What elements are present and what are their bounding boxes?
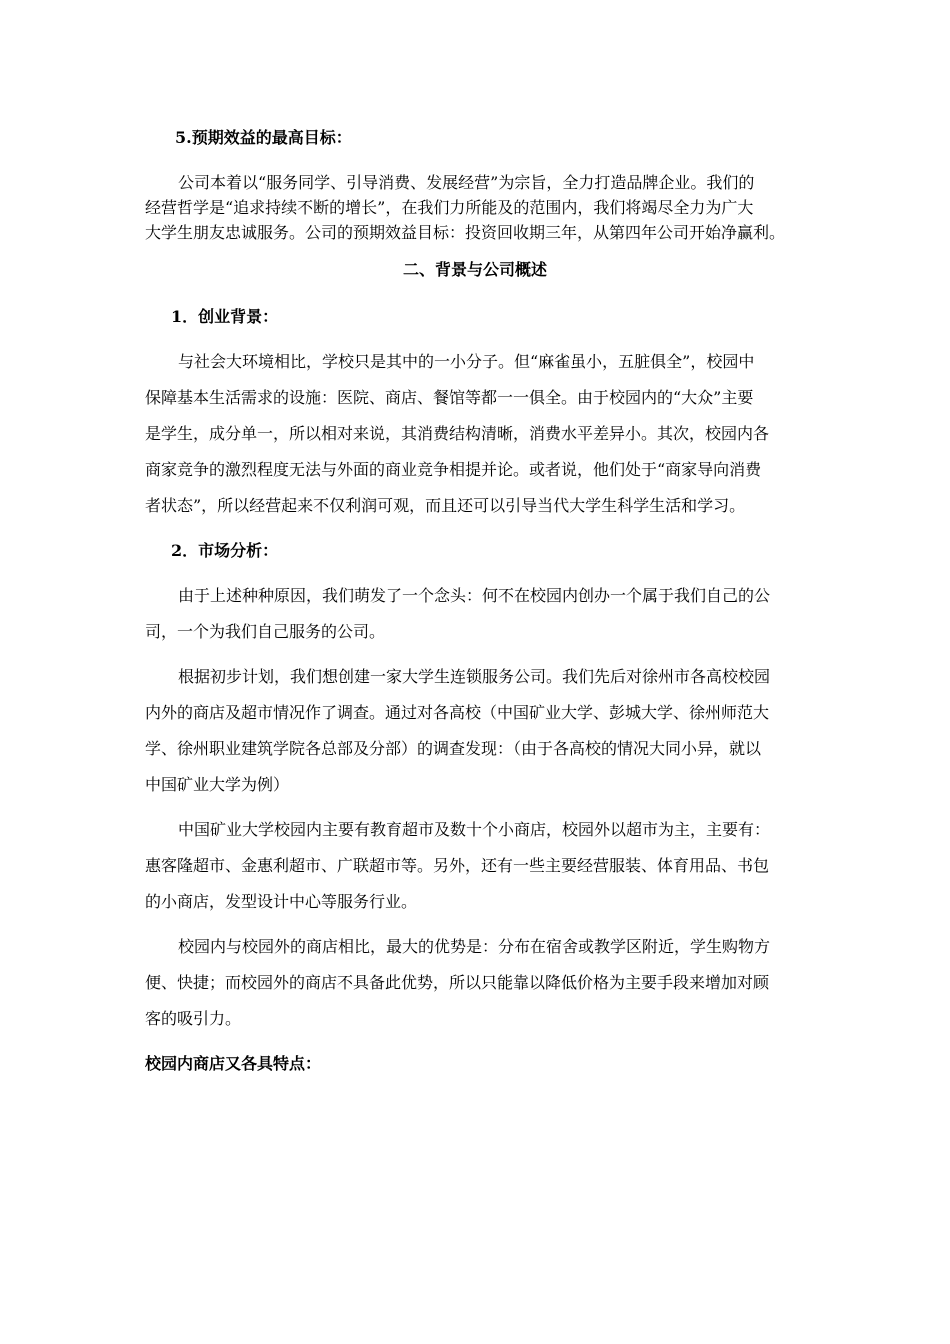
heading-expected-benefit: 5.预期效益的最高目标： [175,128,352,147]
para-market-b-line-1: 根据初步计划，我们想创建一家大学生连锁服务公司。我们先后对徐州市各高校校园 [178,667,771,686]
para-market-c-line-3: 的小商店，发型设计中心等服务行业。 [145,892,418,911]
para-5-line-2: 经营哲学是“追求持续不断的增长”，在我们力所能及的范围内，我们将竭尽全力为广大 [145,198,754,217]
para-background-line-4: 商家竞争的激烈程度无法与外面的商业竞争相提并论。或者说，他们处于“商家导向消费 [145,460,762,479]
para-market-a-line-2: 司，一个为我们自己服务的公司。 [145,622,386,641]
para-5-line-3: 大学生朋友忠诚服务。公司的预期效益目标：投资回收期三年，从第四年公司开始净赢利。 [145,223,786,242]
para-background-line-3: 是学生，成分单一，所以相对来说，其消费结构清晰，消费水平差异小。其次，校园内各 [145,424,770,443]
subheading-market-analysis: 2．市场分析： [171,541,279,560]
section-title-background: 二、背景与公司概述 [402,260,547,279]
para-background-line-5: 者状态”，所以经营起来不仅利润可观，而且还可以引导当代大学生科学生活和学习。 [145,496,746,515]
para-market-a-line-1: 由于上述种种原因，我们萌发了一个念头：何不在校园内创办一个属于我们自己的公 [178,586,771,605]
para-market-c-line-1: 中国矿业大学校园内主要有教育超市及数十个小商店，校园外以超市为主，主要有： [178,820,771,839]
para-market-d-line-3: 客的吸引力。 [145,1009,242,1028]
para-market-b-line-2: 内外的商店及超市情况作了调查。通过对各高校（中国矿业大学、彭城大学、徐州师范大 [145,703,770,722]
para-market-b-line-4: 中国矿业大学为例） [145,775,290,794]
para-market-b-line-3: 学、徐州职业建筑学院各总部及分部）的调查发现：（由于各高校的情况大同小异，就以 [145,739,762,758]
subheading-startup-background: 1．创业背景： [171,307,279,326]
heading-campus-store-features: 校园内商店又各具特点： [145,1054,322,1073]
para-background-line-2: 保障基本生活需求的设施：医院、商店、餐馆等都一一俱全。由于校园内的“大众”主要 [145,388,754,407]
para-background-line-1: 与社会大环境相比，学校只是其中的一小分子。但“麻雀虽小，五脏俱全”，校园中 [178,352,755,371]
para-market-d-line-1: 校园内与校园外的商店相比，最大的优势是：分布在宿舍或教学区附近，学生购物方 [178,937,771,956]
para-market-c-line-2: 惠客隆超市、金惠利超市、广联超市等。另外，还有一些主要经营服装、体育用品、书包 [145,856,770,875]
para-market-d-line-2: 便、快捷；而校园外的商店不具备此优势，所以只能靠以降低价格为主要手段来增加对顾 [145,973,770,992]
para-5-line-1: 公司本着以“服务同学、引导消费、发展经营”为宗旨，全力打造品牌企业。我们的 [178,173,755,192]
